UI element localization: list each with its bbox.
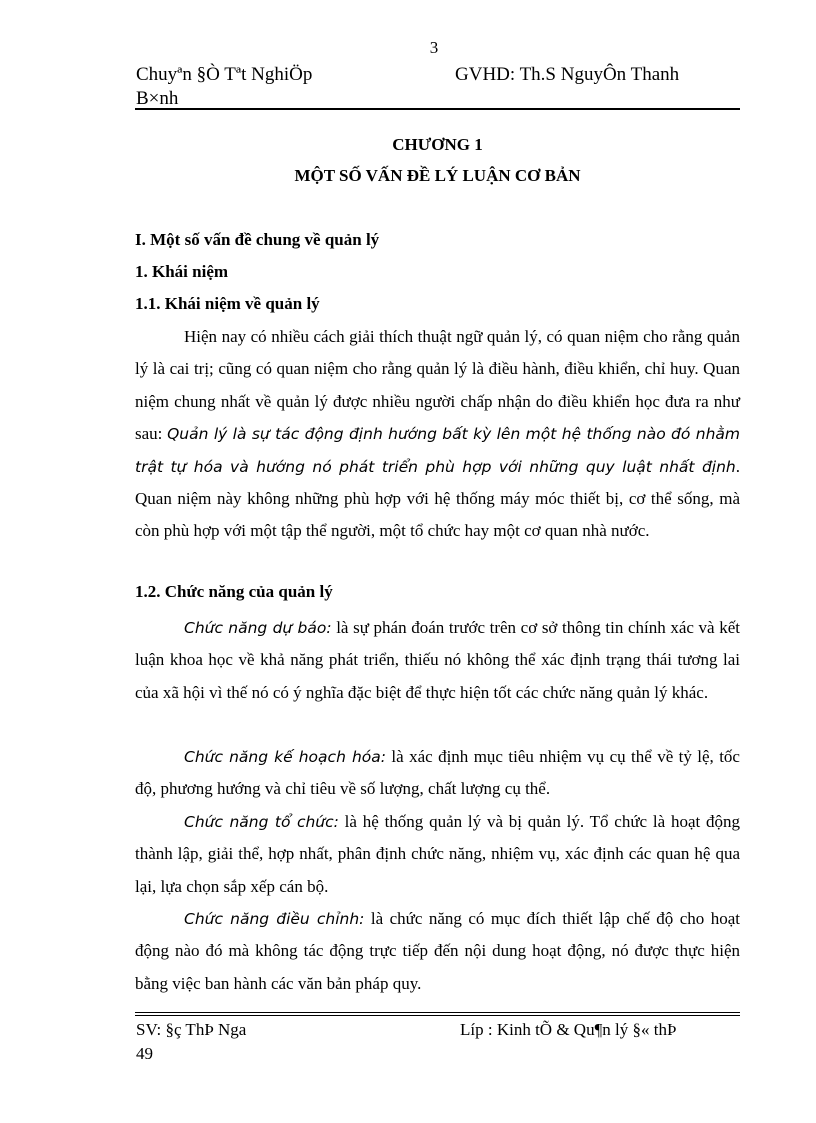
chapter-number: CHƯƠNG 1 <box>392 135 483 154</box>
paragraph-forecast-function: Chức năng dự báo: là sự phán đoán trước trên cơ sở thông tin chính xác và kết luận khoa học về khả năng phát triển, thiếu nó không thể xác định trạng thái tương lai của xã hội vì thế nó có ý nghĩa đặc biệt để thực hiện tốt các chức năng quản lý khác. <box>135 618 740 702</box>
footer-page-count: 49 <box>136 1044 153 1063</box>
header-supervisor: GVHD: Th.S NguyÔn Thanh <box>455 64 680 85</box>
subsubsection-heading: 1.2. Chức năng của quản lý <box>135 582 333 601</box>
footer-student: SV: §ç ThÞ Nga <box>136 1020 247 1039</box>
chapter-title: MỘT SỐ VẤN ĐỀ LÝ LUẬN CƠ BẢN <box>294 166 581 185</box>
header-divider <box>135 108 740 110</box>
subsubsection-heading: 1.1. Khái niệm về quản lý <box>135 294 320 313</box>
footer-divider <box>135 1015 740 1016</box>
header-thesis-title: Chuyªn §Ò Tªt NghiÖp <box>136 64 313 85</box>
page-number: 3 <box>429 38 439 57</box>
header-thesis-title-cont: B×nh <box>136 88 179 109</box>
footer-divider <box>135 1012 740 1013</box>
paragraph-adjusting-function: Chức năng điều chỉnh: là chức năng có mục đích thiết lập chế độ cho hoạt động nào đó mà không tác động trực tiếp đến nội dung hoạt động, nó được thực hiện bằng việc ban hành các văn bản pháp quy. <box>135 909 740 993</box>
paragraph-organizing-function: Chức năng tổ chức: là hệ thống quản lý và bị quản lý. Tổ chức là hoạt động thành lập, giải thể, hợp nhất, phân định chức năng, nhiệm vụ, xác định các quan hệ qua lại, lựa chọn sắp xếp cán bộ. <box>135 812 741 896</box>
paragraph-planning-function: Chức năng kế hoạch hóa: là xác định mục tiêu nhiệm vụ cụ thể về tỷ lệ, tốc độ, phương hướng và chỉ tiêu về số lượng, chất lượng cụ thể. <box>135 747 740 799</box>
subsection-heading: 1. Khái niệm <box>135 262 229 281</box>
section-heading: I. Một số vấn đề chung về quản lý <box>135 230 380 249</box>
paragraph-definition: Hiện nay có nhiều cách giải thích thuật ngữ quản lý, có quan niệm cho rằng quản lý là cai trị; cũng có quan niệm cho rằng quản lý là điều hành, điều khiển, chỉ huy. Quan niệm chung nhất về quản lý được nhiều người chấp nhận do điều khiển học đưa ra như sau: Quản lý là sự tác động định hướng bất kỳ lên một hệ thống nào đó nhằm trật tự hóa và hướng nó phát triển phù hợp với những quy luật nhất định. Quan niệm này không những phù hợp với hệ thống máy móc thiết bị, cơ thể sống, mà còn phù hợp với một tập thể người, một tổ chức hay một cơ quan nhà nước. <box>135 327 740 541</box>
footer-class: Líp : Kinh tÕ & Qu¶n lý §« thÞ <box>460 1020 677 1039</box>
